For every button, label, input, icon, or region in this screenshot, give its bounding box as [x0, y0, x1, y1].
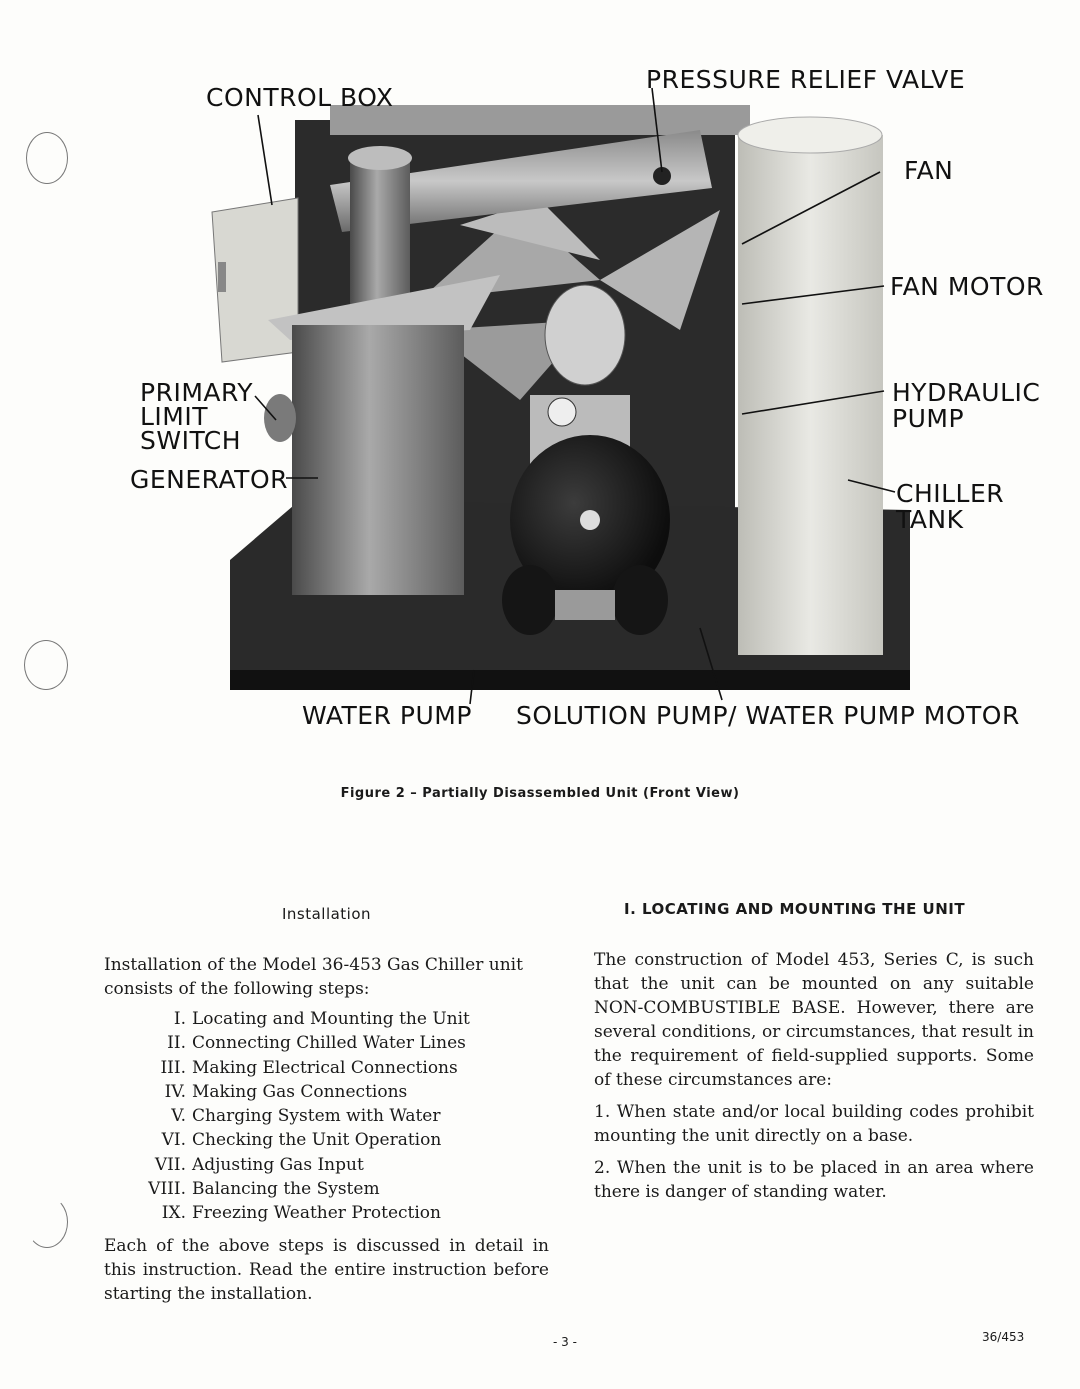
document-id: 36/453: [982, 1330, 1025, 1344]
limit-switch-shape: [264, 394, 296, 442]
list-item: V. Charging System with Water: [171, 1106, 441, 1127]
locating-item-1: 1. When state and/or local building codes prohibit mounting the unit directly on a base.: [594, 1102, 1034, 1146]
label-limit: LIMIT: [140, 402, 209, 431]
installation-intro: Installation of the Model 36-453 Gas Chiller unit consists of the following steps:: [104, 955, 523, 999]
label-chiller: CHILLER: [896, 479, 1005, 508]
list-item: III. Making Electrical Connections: [160, 1057, 458, 1078]
label-water-pump: WATER PUMP: [302, 701, 472, 730]
generator-body: [292, 325, 464, 595]
locating-item-2: 2. When the unit is to be placed in an area where there is danger of standing water.: [594, 1158, 1034, 1202]
label-tank: TANK: [896, 505, 964, 534]
label-hydraulic: HYDRAULIC: [892, 378, 1041, 407]
fan-motor-shape: [545, 285, 625, 385]
punch-hole: [24, 640, 68, 690]
installation-section: [104, 905, 549, 1306]
base-edge: [230, 670, 910, 690]
list-item: II. Connecting Chilled Water Lines: [167, 1033, 466, 1054]
label-control-box: CONTROL BOX: [206, 83, 394, 112]
list-item: VII. Adjusting Gas Input: [154, 1154, 364, 1175]
label-generator: GENERATOR: [130, 465, 289, 494]
label-solution-pump-motor: SOLUTION PUMP/ WATER PUMP MOTOR: [516, 701, 1020, 730]
list-item: I. Locating and Mounting the Unit: [173, 1009, 470, 1029]
list-item: IV. Making Gas Connections: [164, 1081, 408, 1102]
installation-closing: Each of the above steps is discussed in detail in this instruction. Read the entire instruction before starting the installation.: [104, 1235, 549, 1304]
label-switch: SWITCH: [140, 426, 242, 455]
punch-hole: [26, 1196, 68, 1248]
page-number: - 3 -: [553, 1335, 577, 1349]
installation-heading: Installation: [281, 905, 372, 923]
list-item: IX. Freezing Weather Protection: [161, 1203, 441, 1224]
list-item: VI. Checking the Unit Operation: [161, 1130, 442, 1151]
label-pressure-relief-valve: PRESSURE RELIEF VALVE: [646, 65, 966, 94]
label-pump: PUMP: [892, 404, 965, 433]
figure-caption: Figure 2 – Partially Disassembled Unit (Front View): [340, 786, 740, 801]
locating-section: [594, 900, 1034, 1204]
list-item: VIII. Balancing the System: [148, 1179, 380, 1200]
label-fan: FAN: [904, 156, 954, 185]
punch-hole: [26, 132, 68, 184]
label-fan-motor: FAN MOTOR: [890, 272, 1044, 301]
locating-body: The construction of Model 453, Series C, is such that the unit can be mounted on any suitable NON-COMBUSTIBLE BASE. However, there are several conditions, or circumstances, that result in the requirement of field-supplied supports. Some of these circumstances are:: [594, 950, 1034, 1090]
installation-steps: [104, 1007, 549, 1226]
locating-heading: I. LOCATING AND MOUNTING THE UNIT: [624, 900, 966, 918]
label-primary: PRIMARY: [140, 378, 254, 407]
